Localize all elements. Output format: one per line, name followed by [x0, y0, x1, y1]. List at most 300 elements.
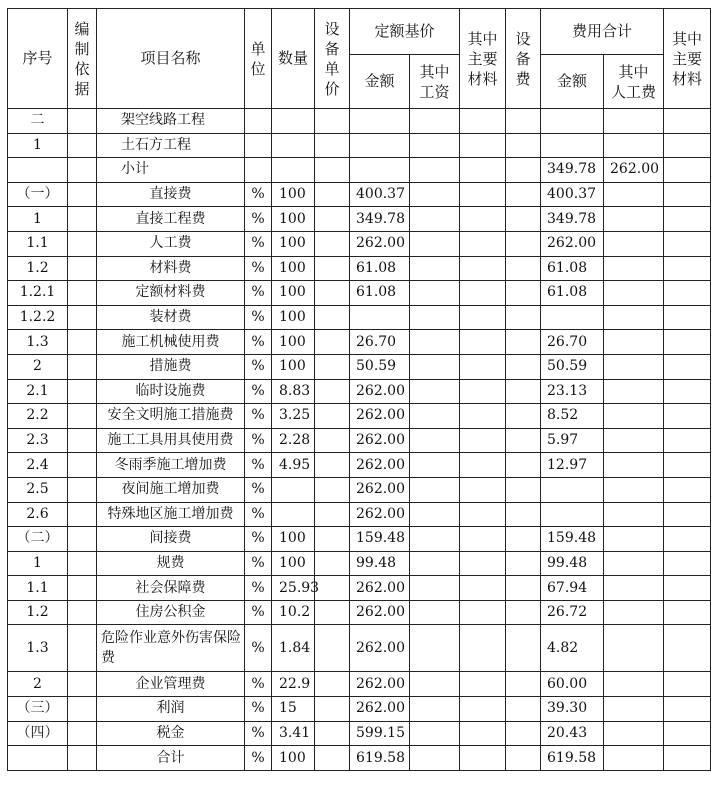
row-qty: 4.95 — [272, 453, 315, 478]
row-quota-amount — [350, 158, 410, 183]
row-unit: % — [245, 477, 272, 502]
row-main-material — [460, 404, 506, 429]
row-total-amount: 5.97 — [541, 428, 604, 453]
row-seq: 2 — [8, 672, 68, 697]
row-wage — [410, 477, 460, 502]
row-unit: % — [245, 576, 272, 601]
row-qty: 100 — [272, 231, 315, 256]
row-wage — [410, 551, 460, 576]
row-equip-price — [315, 527, 350, 552]
row-item-name: 夜间施工增加费 — [97, 477, 245, 502]
table-row — [8, 256, 711, 281]
row-equip-fee — [506, 502, 541, 527]
row-basis — [68, 256, 97, 281]
row-quota-amount: 262.00 — [350, 404, 410, 429]
header-equip-price — [315, 9, 350, 109]
row-unit: % — [245, 182, 272, 207]
row-labor — [604, 109, 664, 134]
row-wage — [410, 109, 460, 134]
row-seq: 2.2 — [8, 404, 68, 429]
header-cost-total: 费用合计 — [541, 9, 664, 55]
row-main-material — [460, 109, 506, 134]
table-row — [8, 428, 711, 453]
row-total-amount: 349.78 — [541, 207, 604, 232]
row-labor — [604, 330, 664, 355]
row-wage — [410, 354, 460, 379]
row-equip-price — [315, 133, 350, 158]
header-of-which-wage — [410, 55, 460, 109]
table-row — [8, 281, 711, 306]
row-main-material-2 — [664, 527, 711, 552]
row-unit: % — [245, 379, 272, 404]
row-total-amount: 67.94 — [541, 576, 604, 601]
table-row — [8, 746, 711, 771]
row-labor — [604, 697, 664, 722]
row-main-material-2 — [664, 133, 711, 158]
table-row — [8, 502, 711, 527]
row-total-amount — [541, 477, 604, 502]
row-quota-amount: 262.00 — [350, 697, 410, 722]
row-equip-fee — [506, 672, 541, 697]
row-wage — [410, 182, 460, 207]
row-labor — [604, 133, 664, 158]
table-row — [8, 625, 711, 672]
row-total-amount: 349.78 — [541, 158, 604, 183]
row-total-amount: 262.00 — [541, 231, 604, 256]
row-main-material-2 — [664, 158, 711, 183]
row-main-material — [460, 746, 506, 771]
row-labor: 262.00 — [604, 158, 664, 183]
row-qty: 100 — [272, 746, 315, 771]
row-quota-amount: 262.00 — [350, 428, 410, 453]
row-item-name: 社会保障费 — [97, 576, 245, 601]
row-item-name: 安全文明施工措施费 — [97, 404, 245, 429]
row-equip-fee — [506, 527, 541, 552]
row-total-amount — [541, 305, 604, 330]
row-unit: % — [245, 207, 272, 232]
row-equip-fee — [506, 207, 541, 232]
row-quota-amount: 262.00 — [350, 379, 410, 404]
header-equip-fee — [506, 9, 541, 109]
row-equip-fee — [506, 600, 541, 625]
row-basis — [68, 182, 97, 207]
header-equip-fee-text: 设 备 费 — [515, 29, 531, 88]
row-unit — [245, 109, 272, 134]
row-seq: 1 — [8, 133, 68, 158]
row-quota-amount — [350, 109, 410, 134]
header-main-material-2-text: 其中 主要 材料 — [672, 29, 703, 88]
row-main-material-2 — [664, 625, 711, 672]
row-total-amount — [541, 133, 604, 158]
row-equip-price — [315, 330, 350, 355]
table-row — [8, 721, 711, 746]
row-item-name: 特殊地区施工增加费 — [97, 502, 245, 527]
row-equip-fee — [506, 477, 541, 502]
row-equip-fee — [506, 551, 541, 576]
header-main-material — [460, 9, 506, 109]
row-equip-price — [315, 551, 350, 576]
row-unit: % — [245, 746, 272, 771]
row-main-material — [460, 672, 506, 697]
row-unit: % — [245, 428, 272, 453]
row-labor — [604, 625, 664, 672]
row-main-material-2 — [664, 182, 711, 207]
row-equip-price — [315, 158, 350, 183]
row-quota-amount: 619.58 — [350, 746, 410, 771]
row-main-material-2 — [664, 721, 711, 746]
row-main-material-2 — [664, 502, 711, 527]
row-wage — [410, 672, 460, 697]
row-qty — [272, 477, 315, 502]
row-labor — [604, 182, 664, 207]
row-main-material — [460, 721, 506, 746]
row-main-material — [460, 207, 506, 232]
row-seq: 1.3 — [8, 330, 68, 355]
row-quota-amount: 99.48 — [350, 551, 410, 576]
row-unit: % — [245, 600, 272, 625]
row-item-name: 临时设施费 — [97, 379, 245, 404]
row-total-amount: 4.82 — [541, 625, 604, 672]
row-main-material — [460, 477, 506, 502]
header-of-which-labor — [604, 55, 664, 109]
row-total-amount: 39.30 — [541, 697, 604, 722]
row-seq — [8, 158, 68, 183]
row-item-name: 合计 — [97, 746, 245, 771]
cost-table — [7, 8, 711, 771]
row-basis — [68, 133, 97, 158]
row-equip-fee — [506, 697, 541, 722]
header-basis-text: 编 制 依 据 — [74, 19, 90, 98]
row-seq: （二） — [8, 527, 68, 552]
row-seq: 二 — [8, 109, 68, 134]
row-seq: 1 — [8, 207, 68, 232]
row-equip-price — [315, 404, 350, 429]
header-equip-price-text: 设 备 单 价 — [324, 19, 340, 98]
row-main-material-2 — [664, 256, 711, 281]
row-labor — [604, 428, 664, 453]
row-equip-price — [315, 354, 350, 379]
row-main-material-2 — [664, 354, 711, 379]
row-equip-price — [315, 576, 350, 601]
row-item-name: 小计 — [97, 158, 245, 183]
row-wage — [410, 746, 460, 771]
row-basis — [68, 527, 97, 552]
row-quota-amount: 61.08 — [350, 256, 410, 281]
row-quota-amount: 262.00 — [350, 672, 410, 697]
row-total-amount: 26.70 — [541, 330, 604, 355]
row-total-amount: 23.13 — [541, 379, 604, 404]
row-item-name: 住房公积金 — [97, 600, 245, 625]
row-seq: 2.6 — [8, 502, 68, 527]
row-unit: % — [245, 231, 272, 256]
row-main-material — [460, 379, 506, 404]
row-qty: 100 — [272, 182, 315, 207]
row-equip-fee — [506, 379, 541, 404]
row-item-name: 措施费 — [97, 354, 245, 379]
row-equip-fee — [506, 428, 541, 453]
row-main-material-2 — [664, 330, 711, 355]
row-total-amount: 8.52 — [541, 404, 604, 429]
row-equip-fee — [506, 404, 541, 429]
row-qty: 100 — [272, 330, 315, 355]
row-item-name: 规费 — [97, 551, 245, 576]
row-seq: 1.2 — [8, 600, 68, 625]
row-qty: 15 — [272, 697, 315, 722]
row-wage — [410, 576, 460, 601]
row-qty — [272, 502, 315, 527]
row-seq: （四） — [8, 721, 68, 746]
row-item-name: 人工费 — [97, 231, 245, 256]
row-basis — [68, 477, 97, 502]
row-wage — [410, 231, 460, 256]
row-total-amount: 159.48 — [541, 527, 604, 552]
header-qty: 数量 — [272, 9, 315, 109]
row-qty — [272, 133, 315, 158]
row-equip-fee — [506, 746, 541, 771]
row-equip-fee — [506, 625, 541, 672]
row-total-amount: 26.72 — [541, 600, 604, 625]
row-main-material — [460, 551, 506, 576]
row-labor — [604, 354, 664, 379]
row-qty: 100 — [272, 354, 315, 379]
row-main-material — [460, 158, 506, 183]
row-equip-fee — [506, 576, 541, 601]
row-unit: % — [245, 551, 272, 576]
row-main-material-2 — [664, 281, 711, 306]
row-seq: 1.1 — [8, 576, 68, 601]
row-qty: 10.2 — [272, 600, 315, 625]
row-unit: % — [245, 672, 272, 697]
row-wage — [410, 428, 460, 453]
row-basis — [68, 453, 97, 478]
row-qty: 100 — [272, 207, 315, 232]
row-quota-amount: 262.00 — [350, 453, 410, 478]
header-of-which-wage-text: 其中 工资 — [419, 62, 450, 101]
row-equip-price — [315, 672, 350, 697]
row-unit: % — [245, 527, 272, 552]
row-labor — [604, 551, 664, 576]
row-total-amount: 20.43 — [541, 721, 604, 746]
row-quota-amount: 50.59 — [350, 354, 410, 379]
row-item-name: 材料费 — [97, 256, 245, 281]
row-labor — [604, 207, 664, 232]
row-quota-amount: 400.37 — [350, 182, 410, 207]
row-equip-fee — [506, 231, 541, 256]
row-wage — [410, 256, 460, 281]
row-main-material-2 — [664, 746, 711, 771]
table-row — [8, 207, 711, 232]
row-quota-amount: 349.78 — [350, 207, 410, 232]
header-seq: 序号 — [8, 9, 68, 109]
table-row — [8, 672, 711, 697]
row-wage — [410, 625, 460, 672]
row-item-name: 施工工具用具使用费 — [97, 428, 245, 453]
row-qty: 3.41 — [272, 721, 315, 746]
row-labor — [604, 672, 664, 697]
row-labor — [604, 477, 664, 502]
row-wage — [410, 330, 460, 355]
row-total-amount: 61.08 — [541, 281, 604, 306]
row-item-name: 企业管理费 — [97, 672, 245, 697]
table-row — [8, 379, 711, 404]
row-main-material-2 — [664, 231, 711, 256]
row-wage — [410, 721, 460, 746]
row-total-amount: 99.48 — [541, 551, 604, 576]
row-labor — [604, 453, 664, 478]
row-equip-price — [315, 477, 350, 502]
row-main-material — [460, 576, 506, 601]
row-unit — [245, 133, 272, 158]
row-unit: % — [245, 697, 272, 722]
row-total-amount: 400.37 — [541, 182, 604, 207]
row-item-name: 直接费 — [97, 182, 245, 207]
row-equip-fee — [506, 305, 541, 330]
row-labor — [604, 404, 664, 429]
table-row — [8, 305, 711, 330]
row-main-material — [460, 305, 506, 330]
row-basis — [68, 672, 97, 697]
row-item-name: 定额材料费 — [97, 281, 245, 306]
row-quota-amount — [350, 305, 410, 330]
row-seq: 1.1 — [8, 231, 68, 256]
row-main-material — [460, 625, 506, 672]
row-total-amount: 12.97 — [541, 453, 604, 478]
table-row — [8, 600, 711, 625]
row-main-material-2 — [664, 697, 711, 722]
row-equip-fee — [506, 256, 541, 281]
row-main-material — [460, 428, 506, 453]
row-main-material-2 — [664, 305, 711, 330]
row-equip-price — [315, 182, 350, 207]
row-qty: 3.25 — [272, 404, 315, 429]
row-seq: （三） — [8, 697, 68, 722]
row-quota-amount: 61.08 — [350, 281, 410, 306]
row-qty: 100 — [272, 527, 315, 552]
table-row — [8, 158, 711, 183]
row-item-name: 架空线路工程 — [97, 109, 245, 134]
row-wage — [410, 502, 460, 527]
row-unit: % — [245, 354, 272, 379]
row-seq: 2.1 — [8, 379, 68, 404]
row-total-amount: 619.58 — [541, 746, 604, 771]
row-labor — [604, 746, 664, 771]
row-total-amount — [541, 502, 604, 527]
row-total-amount: 60.00 — [541, 672, 604, 697]
header-main-material-2 — [664, 9, 711, 109]
row-quota-amount: 262.00 — [350, 625, 410, 672]
row-qty — [272, 109, 315, 134]
row-labor — [604, 231, 664, 256]
row-basis — [68, 600, 97, 625]
row-basis — [68, 305, 97, 330]
table-row — [8, 551, 711, 576]
row-equip-price — [315, 625, 350, 672]
row-equip-price — [315, 231, 350, 256]
row-wage — [410, 697, 460, 722]
row-labor — [604, 305, 664, 330]
row-main-material — [460, 256, 506, 281]
row-item-name: 间接费 — [97, 527, 245, 552]
row-basis — [68, 697, 97, 722]
table-row — [8, 527, 711, 552]
table-row — [8, 404, 711, 429]
row-seq: 2 — [8, 354, 68, 379]
row-item-name: 危险作业意外伤害保险费 — [97, 625, 245, 672]
row-equip-price — [315, 746, 350, 771]
row-item-name: 直接工程费 — [97, 207, 245, 232]
row-basis — [68, 502, 97, 527]
row-equip-price — [315, 697, 350, 722]
row-main-material-2 — [664, 477, 711, 502]
row-main-material — [460, 231, 506, 256]
row-equip-price — [315, 281, 350, 306]
row-quota-amount: 599.15 — [350, 721, 410, 746]
row-quota-amount: 159.48 — [350, 527, 410, 552]
row-unit: % — [245, 305, 272, 330]
row-main-material-2 — [664, 109, 711, 134]
row-total-amount — [541, 109, 604, 134]
row-qty: 100 — [272, 281, 315, 306]
row-basis — [68, 721, 97, 746]
row-unit: % — [245, 256, 272, 281]
row-main-material — [460, 697, 506, 722]
row-qty: 1.84 — [272, 625, 315, 672]
row-equip-price — [315, 721, 350, 746]
row-item-name: 税金 — [97, 721, 245, 746]
row-main-material-2 — [664, 379, 711, 404]
row-qty: 2.28 — [272, 428, 315, 453]
row-main-material-2 — [664, 672, 711, 697]
row-equip-fee — [506, 109, 541, 134]
row-seq: （一） — [8, 182, 68, 207]
row-seq: 1.2 — [8, 256, 68, 281]
row-unit: % — [245, 721, 272, 746]
row-basis — [68, 379, 97, 404]
row-seq: 1.2.2 — [8, 305, 68, 330]
row-labor — [604, 721, 664, 746]
header-quota-base: 定额基价 — [350, 9, 460, 55]
header-basis — [68, 9, 97, 109]
row-qty: 25.93 — [272, 576, 315, 601]
row-main-material — [460, 600, 506, 625]
table-row — [8, 231, 711, 256]
table-header — [8, 9, 711, 109]
row-equip-fee — [506, 133, 541, 158]
row-equip-price — [315, 109, 350, 134]
row-unit — [245, 158, 272, 183]
header-item-name: 项目名称 — [97, 9, 245, 109]
row-qty: 8.83 — [272, 379, 315, 404]
row-seq: 2.5 — [8, 477, 68, 502]
row-qty: 100 — [272, 305, 315, 330]
row-basis — [68, 330, 97, 355]
table-row — [8, 330, 711, 355]
row-item-name: 利润 — [97, 697, 245, 722]
row-basis — [68, 354, 97, 379]
row-wage — [410, 404, 460, 429]
table-row — [8, 576, 711, 601]
row-unit: % — [245, 502, 272, 527]
row-basis — [68, 746, 97, 771]
row-equip-fee — [506, 354, 541, 379]
row-wage — [410, 379, 460, 404]
row-wage — [410, 207, 460, 232]
row-qty: 100 — [272, 551, 315, 576]
table-row — [8, 109, 711, 134]
row-basis — [68, 207, 97, 232]
header-quota-amount: 金额 — [350, 55, 410, 109]
row-seq: 2.4 — [8, 453, 68, 478]
